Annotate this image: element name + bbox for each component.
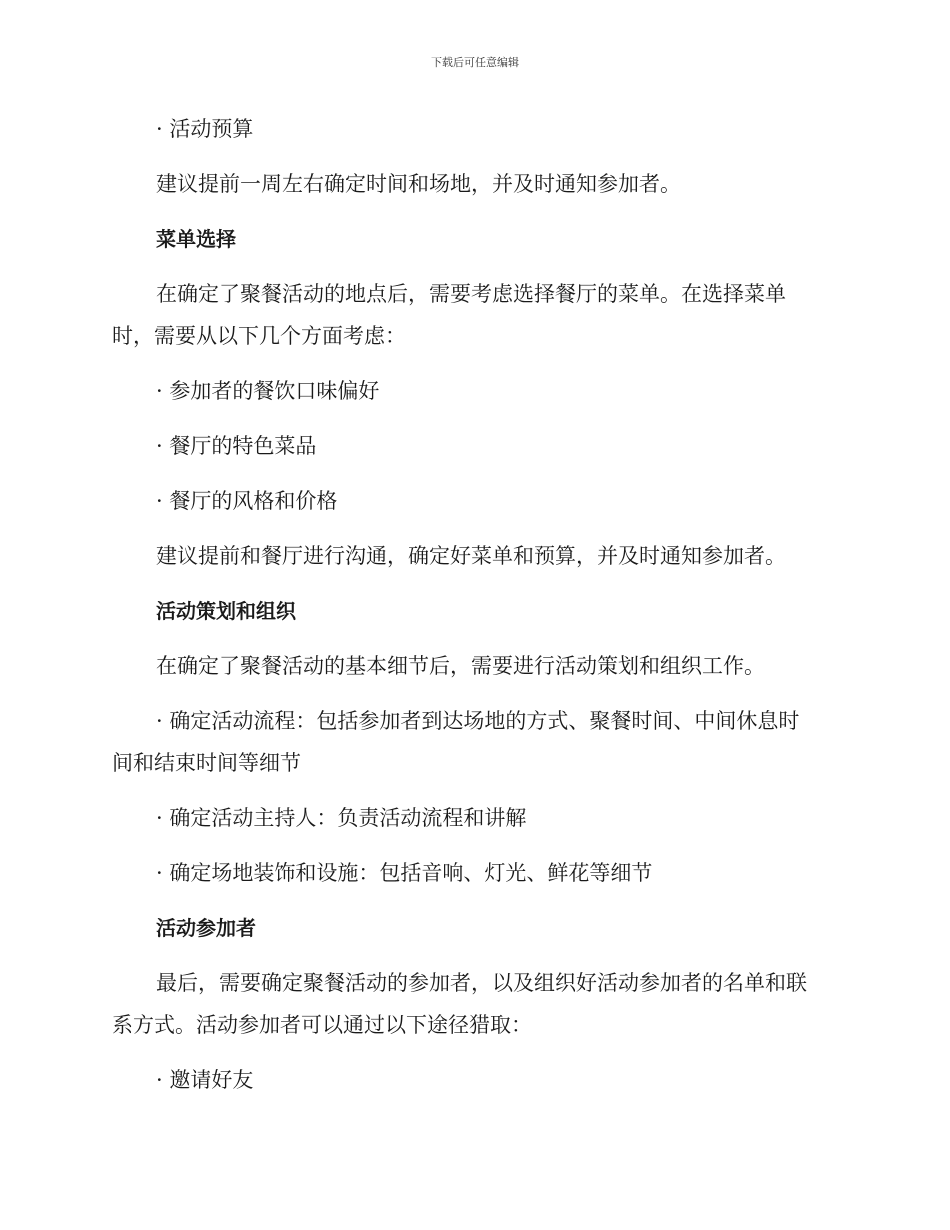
bullet-line: · 确定活动流程：包括参加者到达场地的方式、聚餐时间、中间休息时 — [156, 709, 800, 733]
bullet-item: · 邀请好友 — [156, 1068, 254, 1092]
section-heading: 菜单选择 — [156, 227, 236, 251]
section-heading: 活动策划和组织 — [156, 599, 296, 623]
bullet-line: 间和结束时间等细节 — [112, 751, 301, 775]
bullet-item — [112, 700, 838, 784]
paragraph — [112, 273, 838, 357]
paragraph-line: 在确定了聚餐活动的地点后，需要考虑选择餐厅的菜单。在选择菜单 — [156, 282, 786, 306]
page-header: 下载后可任意编辑 — [431, 56, 519, 69]
paragraph-line: 系方式。活动参加者可以通过以下途径猎取： — [112, 1013, 532, 1037]
bullet-item: · 餐厅的风格和价格 — [156, 489, 338, 513]
bullet-item: · 确定场地装饰和设施：包括音响、灯光、鲜花等细节 — [156, 861, 653, 885]
bullet-item: · 参加者的餐饮口味偏好 — [156, 379, 380, 403]
paragraph-line: 时，需要从以下几个方面考虑： — [112, 324, 406, 348]
paragraph: 建议提前和餐厅进行沟通，确定好菜单和预算，并及时通知参加者。 — [156, 544, 786, 568]
document-body — [112, 108, 838, 1114]
bullet-item: · 餐厅的特色菜品 — [156, 434, 317, 458]
paragraph: 在确定了聚餐活动的基本细节后，需要进行活动策划和组织工作。 — [156, 654, 765, 678]
paragraph: 建议提前一周左右确定时间和场地，并及时通知参加者。 — [156, 172, 681, 196]
paragraph — [112, 962, 838, 1046]
section-heading: 活动参加者 — [156, 916, 256, 940]
bullet-item: · 确定活动主持人：负责活动流程和讲解 — [156, 806, 527, 830]
paragraph-line: 最后，需要确定聚餐活动的参加者，以及组织好活动参加者的名单和联 — [156, 971, 807, 995]
bullet-item: · 活动预算 — [156, 117, 254, 141]
